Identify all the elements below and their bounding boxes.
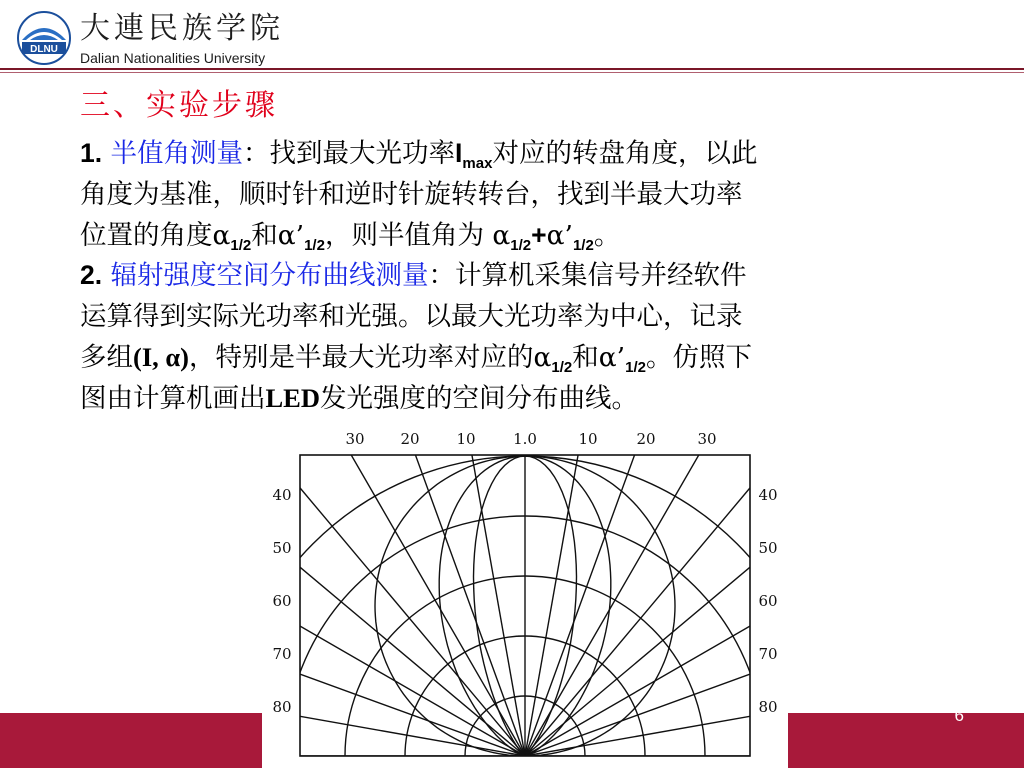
- step-2-colon: ：: [428, 260, 456, 291]
- polar-side-label-right: 50: [758, 539, 778, 557]
- led-text: LED: [265, 383, 320, 413]
- alpha-prime-subscript: 1/2: [304, 237, 325, 254]
- polar-side-label-left: 50: [272, 539, 292, 557]
- step-1-end: 。: [593, 220, 621, 251]
- alpha-prime-symbol: α’: [277, 220, 305, 251]
- intensity-angle-pair: (I, α): [133, 342, 190, 372]
- alpha-symbol: α: [212, 220, 231, 251]
- step-1-text-b: 对应的转盘角度，以此: [492, 138, 758, 169]
- step-2-line-3-b: ，特别是半最大光功率对应的: [189, 342, 534, 373]
- step-1-line-3-b: ，则半值角为: [324, 220, 493, 251]
- step-2-line-4-a: 图由计算机画出: [80, 383, 266, 414]
- polar-diagram: [262, 422, 788, 768]
- polar-radial-line: [262, 556, 525, 756]
- university-name-en: Dalian Nationalities University: [80, 50, 266, 66]
- university-emblem-icon: [16, 10, 72, 66]
- polar-top-label: 20: [400, 430, 420, 448]
- university-logo: [16, 8, 288, 68]
- step-1-line-2: 角度为基准，顺时针和逆时针旋转转台，找到半最大功率: [80, 179, 743, 210]
- polar-top-label: 30: [697, 430, 717, 448]
- polar-side-label-left: 70: [272, 645, 292, 663]
- emblem-text: DLNU: [30, 44, 58, 55]
- alpha-prime-symbol-3: α’: [598, 342, 626, 373]
- alpha-prime-symbol-2: α’: [546, 220, 573, 251]
- imax-subscript: max: [462, 155, 493, 172]
- step-1-line-3: [80, 215, 960, 256]
- imax-symbol: I: [455, 138, 463, 168]
- step-1-line-1: [80, 133, 960, 174]
- alpha-symbol-3: α: [533, 342, 552, 373]
- alpha-subscript-2: 1/2: [510, 237, 532, 254]
- university-name-cn: 大連民族学院: [80, 11, 284, 46]
- header-divider-thin: [0, 72, 1024, 73]
- step-1-number: 1.: [80, 138, 103, 168]
- polar-radial-line: [262, 687, 525, 756]
- step-2-heading: 辐射强度空间分布曲线测量: [110, 260, 429, 291]
- alpha-subscript-3: 1/2: [551, 359, 573, 376]
- polar-top-label: 10: [578, 430, 598, 448]
- step-2-line-1: [80, 255, 960, 296]
- step-2-number: 2.: [80, 260, 103, 290]
- step-2-text-a: 计算机采集信号并经软件: [455, 260, 747, 291]
- step-2-line-3-c: 。仿照下: [645, 342, 752, 373]
- plus-sign: +: [531, 220, 547, 250]
- step-2-line-4-b: 发光强度的空间分布曲线。: [320, 383, 638, 414]
- polar-top-label: 10: [456, 430, 476, 448]
- step-2-line-2: 运算得到实际光功率和光强。以最大光功率为中心，记录: [80, 301, 743, 332]
- polar-top-label: 20: [636, 430, 656, 448]
- step-1-line-3-a: 位置的角度: [80, 220, 213, 251]
- polar-side-label-left: 40: [272, 486, 292, 504]
- polar-grid: [262, 422, 788, 768]
- polar-side-label-left: 60: [272, 592, 292, 610]
- page-number: 6: [954, 706, 964, 725]
- and-text: 和: [251, 220, 278, 251]
- polar-radial-line: [525, 687, 788, 756]
- alpha-symbol-2: α: [492, 220, 511, 251]
- step-2-paragraph: [80, 255, 960, 419]
- alpha-prime-subscript-3: 1/2: [625, 359, 646, 376]
- step-2-line-3: [80, 337, 960, 378]
- step-1-heading: 半值角测量: [110, 138, 244, 169]
- polar-radial-line: [525, 556, 788, 756]
- polar-side-label-right: 70: [758, 645, 778, 663]
- step-1-text-a: 找到最大光功率: [269, 138, 456, 169]
- alpha-subscript: 1/2: [230, 237, 252, 254]
- polar-side-label-right: 60: [758, 592, 778, 610]
- section-title: 三、实验步骤: [80, 88, 278, 123]
- step-2-line-3-a: 多组: [80, 342, 133, 373]
- header-divider: [0, 68, 1024, 70]
- polar-distribution-figure: [262, 422, 788, 768]
- polar-side-label-left: 80: [272, 698, 292, 716]
- polar-side-label-right: 80: [758, 698, 778, 716]
- alpha-prime-subscript-2: 1/2: [572, 237, 594, 254]
- step-2-line-4: [80, 378, 960, 419]
- polar-side-label-right: 40: [758, 486, 778, 504]
- and-text-2: 和: [572, 342, 599, 373]
- step-1-paragraph: [80, 133, 960, 256]
- polar-top-label: 30: [345, 430, 365, 448]
- polar-top-label: 1.0: [513, 430, 537, 448]
- step-1-colon: ：: [243, 138, 270, 169]
